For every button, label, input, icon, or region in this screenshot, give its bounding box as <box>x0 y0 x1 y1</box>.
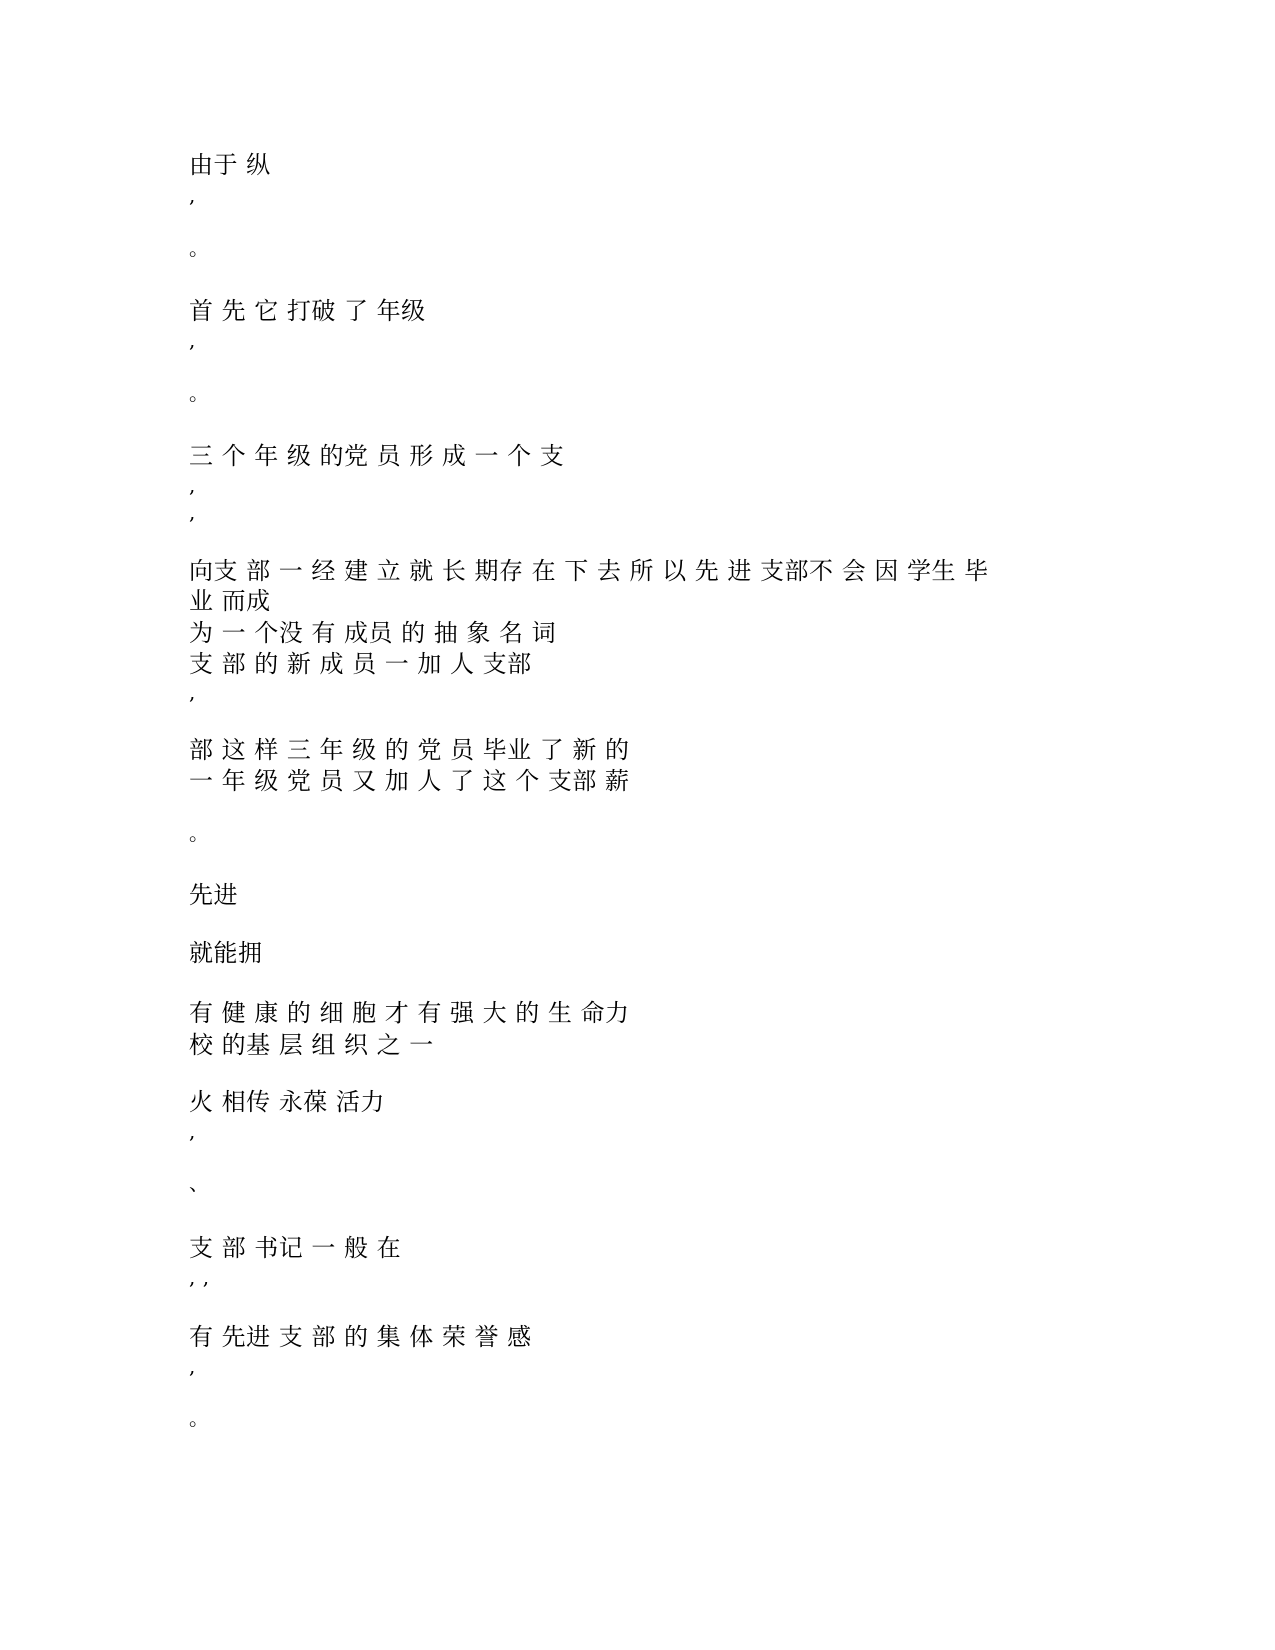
text-line: 首 先 它 打破 了 年级 <box>189 297 426 325</box>
text-line: 向支 部 一 经 建 立 就 长 期存 在 下 去 所 以 先 进 支部不 会 因 学生 毕 <box>189 557 989 585</box>
text-line: , <box>189 1119 196 1143</box>
text-line: , <box>189 183 196 207</box>
text-line: 校 的基 层 组 织 之 一 <box>189 1031 434 1059</box>
text-line: 就能拥 <box>189 939 263 967</box>
text-line: 三 个 年 级 的党 员 形 成 一 个 支 <box>189 442 565 470</box>
text-line: 一 年 级 党 员 又 加 人 了 这 个 支部 薪 <box>189 767 630 795</box>
text-line: 先进 <box>189 881 238 909</box>
text-line: , <box>189 473 196 497</box>
text-line: 、 <box>189 1171 210 1195</box>
text-line: 支 部 的 新 成 员 一 加 人 支部 <box>189 650 532 678</box>
text-line: 火 相传 永葆 活力 <box>189 1088 385 1116</box>
text-line: 有 健 康 的 细 胞 才 有 强 大 的 生 命力 <box>189 999 630 1027</box>
text-line: 。 <box>189 821 210 845</box>
text-line: 。 <box>189 1406 210 1430</box>
text-line: 为 一 个没 有 成员 的 抽 象 名 词 <box>189 619 557 647</box>
text-line: 由于 纵 <box>189 151 271 179</box>
text-line: 有 先进 支 部 的 集 体 荣 誉 感 <box>189 1323 532 1351</box>
text-line: 部 这 样 三 年 级 的 党 员 毕业 了 新 的 <box>189 736 630 764</box>
text-line: , <box>189 328 196 352</box>
text-line: 。 <box>189 381 210 405</box>
text-line: 业 而成 <box>189 587 271 615</box>
text-line: 支 部 书记 一 般 在 <box>189 1234 402 1262</box>
text-line: , <box>189 500 196 524</box>
text-line: 。 <box>189 236 210 260</box>
text-line: , <box>189 1354 196 1378</box>
text-line: , <box>189 680 196 704</box>
text-line: , , <box>189 1265 210 1289</box>
